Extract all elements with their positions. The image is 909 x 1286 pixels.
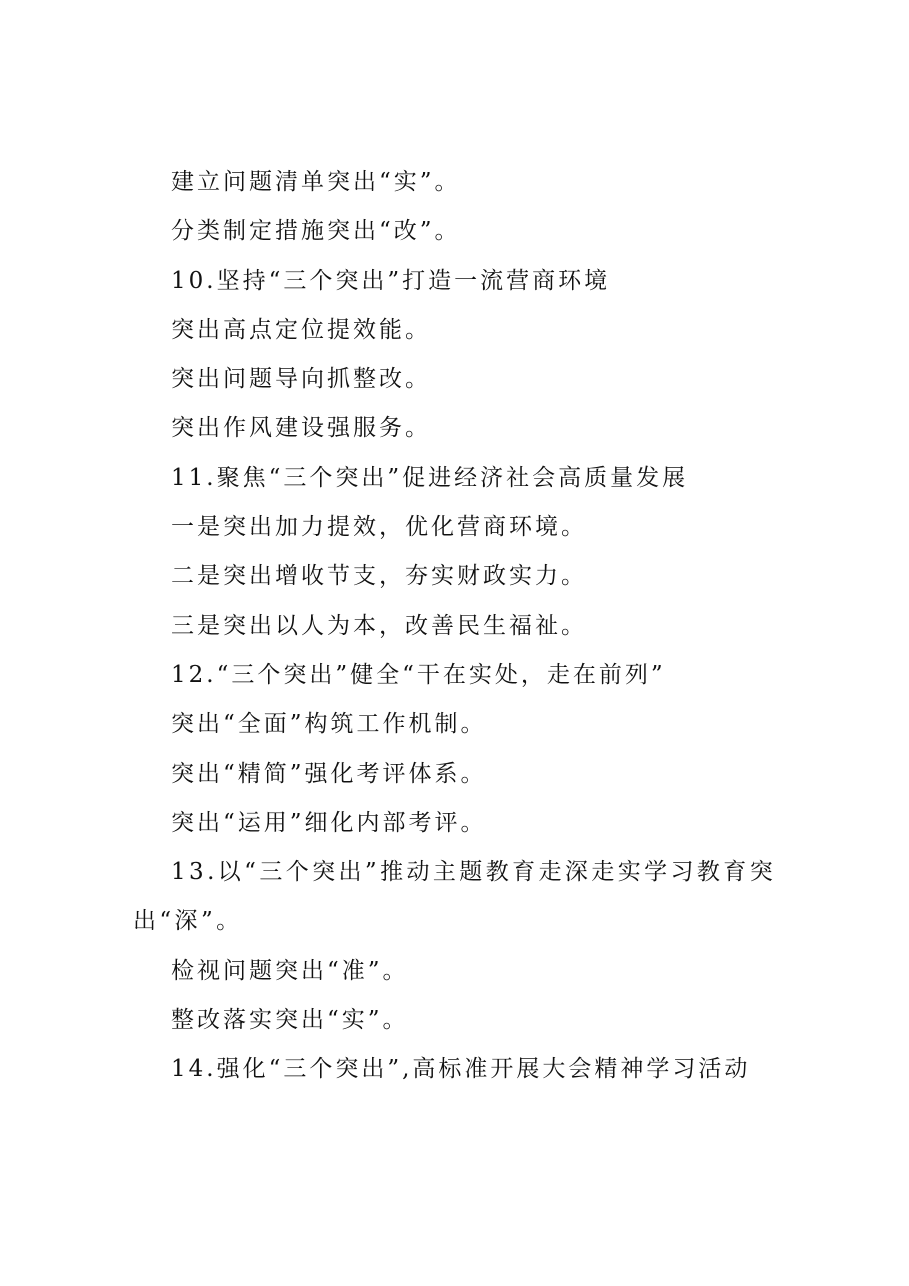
paragraph-line: 检视问题突出“准”。 bbox=[171, 957, 409, 984]
paragraph-line: 整改落实突出“实”。 bbox=[171, 1007, 409, 1034]
paragraph-line: 分类制定措施突出“改”。 bbox=[171, 218, 461, 245]
paragraph-line: 突出高点定位提效能。 bbox=[171, 316, 431, 343]
paragraph-line: 建立问题清单突出“实”。 bbox=[171, 169, 461, 195]
paragraph-line: 三是突出以人为本，改善民生福祉。 bbox=[171, 612, 587, 639]
paragraph-line: 突出“全面”构筑工作机制。 bbox=[171, 711, 487, 738]
section-heading: 11.聚焦“三个突出”促进经济社会高质量发展 bbox=[171, 464, 689, 491]
document-body bbox=[133, 158, 793, 1095]
paragraph-line: 突出作风建设强服务。 bbox=[171, 415, 431, 442]
section-heading: 12.“三个突出”健全“干在实处，走在前列” bbox=[171, 661, 666, 688]
section-heading: 10.坚持“三个突出”打造一流营商环境 bbox=[171, 267, 611, 294]
paragraph-line: 二是突出增收节支，夯实财政实力。 bbox=[171, 563, 587, 590]
section-heading: 14.强化“三个突出”,高标准开展大会精神学习活动 bbox=[171, 1056, 751, 1083]
paragraph-line: 一是突出加力提效，优化营商环境。 bbox=[171, 514, 587, 541]
paragraph-line: 突出“精简”强化考评体系。 bbox=[171, 760, 487, 787]
paragraph-line: 突出问题导向抓整改。 bbox=[171, 366, 431, 393]
paragraph-line: 突出“运用”细化内部考评。 bbox=[171, 809, 487, 836]
section-heading: 13.以“三个突出”推动主题教育走深走实学习教育突出“深”。 bbox=[133, 859, 777, 935]
